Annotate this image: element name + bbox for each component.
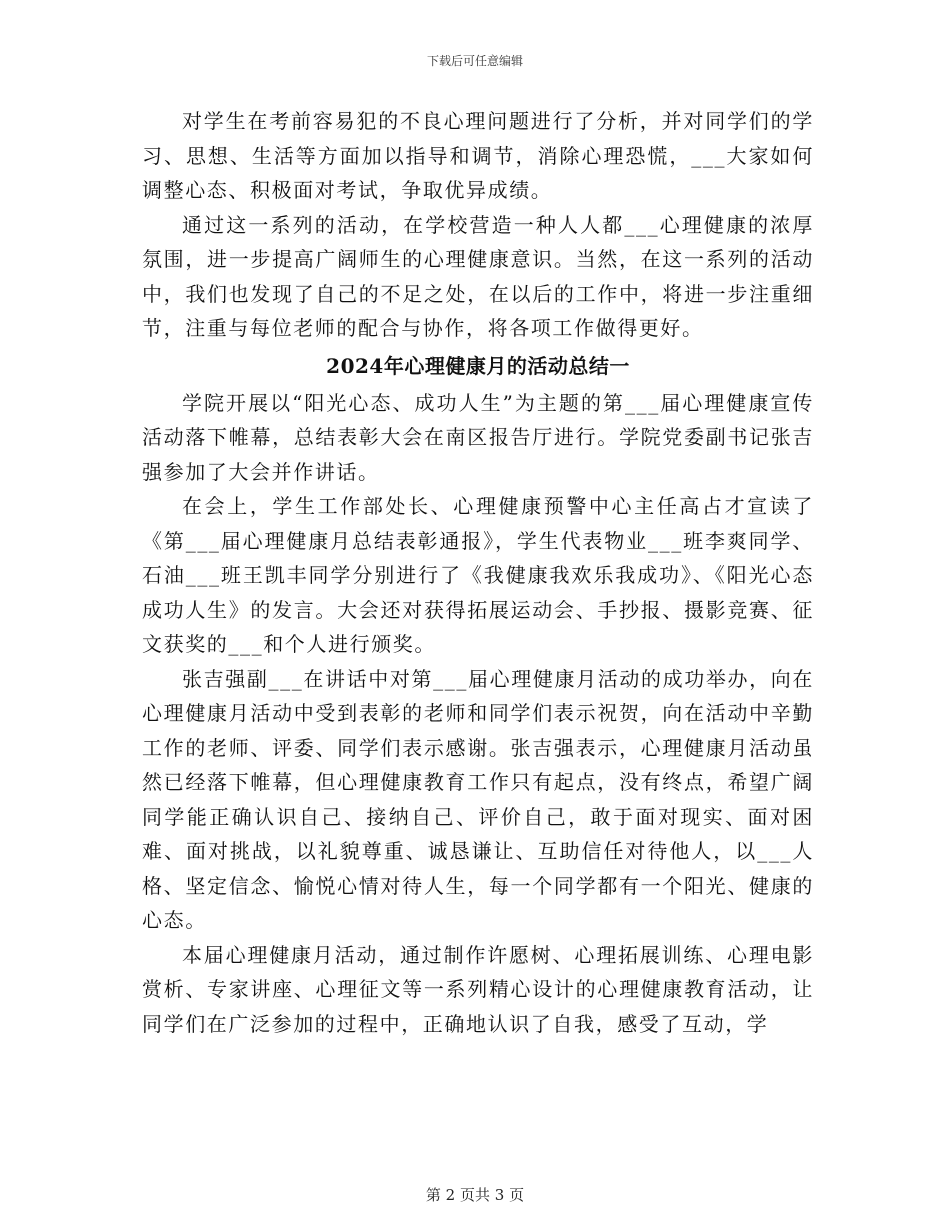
page-header: 下载后可任意编辑 (426, 54, 523, 68)
paragraph-exam-psychology: 对学生在考前容易犯的不良心理问题进行了分析，并对同学们的学习、思想、生活等方面加以指导和调节，消除心理恐慌，___大家如何调整心态、积极面对考试，争取优异成绩。 (142, 109, 814, 202)
paragraph-closing-ceremony: 学院开展以“阳光心态、成功人生”为主题的第___届心理健康宣传活动落下帷幕，总结表彰大会在南区报告厅进行。学院党委副书记张吉强参加了大会并作讲话。 (142, 390, 814, 484)
paragraph-month-summary: 本届心理健康月活动，通过制作许愿树、心理拓展训练、心理电影赏析、专家讲座、心理征文等一系列精心设计的心理健康教育活动，让同学们在广泛参加的过程中，正确地认识了自我，感受了互动，学 (142, 942, 814, 1036)
paragraph-activity-series: 通过这一系列的活动，在学校营造一种人人都___心理健康的浓厚氛围，进一步提高广阔师生的心理健康意识。当然，在这一系列的活动中，我们也发现了自己的不足之处，在以后的工作中，将进一步注重细节，注重与每位老师的配合与协作，将各项工作做得更好。 (142, 212, 814, 340)
paragraph-speech: 张吉强副___在讲话中对第___届心理健康月活动的成功举办，向在心理健康月活动中受到表彰的老师和同学们表示祝贺，向在活动中辛勤工作的老师、评委、同学们表示感谢。张吉强表示，心理健康月活动虽然已经落下帷幕，但心理健康教育工作只有起点，没有终点，希望广阔同学能正确认识自己、接纳自己、评价自己，敢于面对现实、面对困难、面对挑战，以礼貌尊重、诚恳谦让、互助信任对待他人，以___人格、坚定信念、愉悦心情对待人生，每一个同学都有一个阳光、健康的心态。 (142, 666, 814, 932)
paragraph-commendation: 在会上，学生工作部处长、心理健康预警中心主任高占才宣读了《第___届心理健康月总结表彰通报》，学生代表物业___班李爽同学、石油___班王凯丰同学分别进行了《我健康我欢乐我成功》、《阳光心态成功人生》的发言。大会还对获得拓展运动会、手抄报、摄影竞赛、征文获奖的___和个人进行颁奖。 (142, 494, 814, 656)
page-footer: 第 2 页共 3 页 (425, 1186, 525, 1204)
document-body (142, 104, 814, 1041)
section-title: 2024年心理健康月的活动总结一 (326, 353, 630, 378)
